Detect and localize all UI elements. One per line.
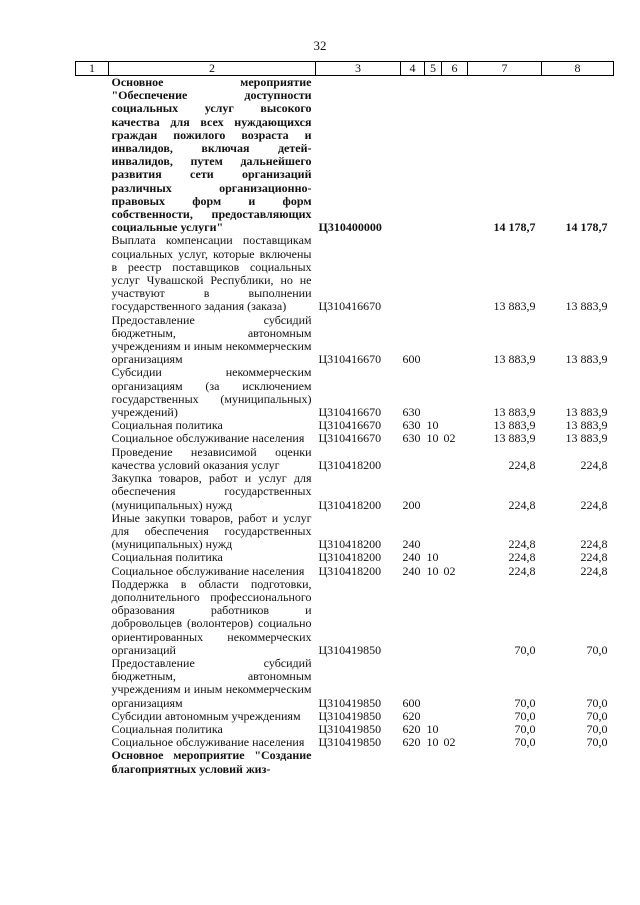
- amount-col7: 224,8: [508, 497, 536, 512]
- target-code: [316, 749, 401, 775]
- row-number-cell: [76, 710, 109, 723]
- row-name: Предоставление субсидий бюджетным, автономным учреждениям и иным некоммерческим организациям: [111, 655, 312, 710]
- expense-type: 240: [402, 563, 421, 578]
- amount-col8: 70,0: [586, 721, 608, 736]
- target-code: Ц310416670: [318, 405, 382, 420]
- expense-type: 600: [402, 352, 421, 367]
- section-code: [425, 657, 442, 710]
- row-number-cell: [76, 657, 109, 710]
- section-code: 10: [426, 735, 439, 750]
- amount-col7: 224,8: [508, 457, 536, 472]
- column-header: 3: [316, 62, 401, 76]
- target-code: Ц310400000: [318, 220, 382, 235]
- budget-table: [75, 61, 614, 776]
- row-name: Социальная политика: [111, 418, 223, 433]
- target-code: Ц310419850: [318, 642, 382, 657]
- table-row: [76, 749, 614, 775]
- amount-col7: 13 883,9: [493, 299, 536, 314]
- row-name: Социальное обслуживание населения: [111, 735, 305, 750]
- amount-col7: 13 883,9: [493, 418, 536, 433]
- amount-col8: 13 883,9: [565, 299, 608, 314]
- table-row: [76, 472, 614, 512]
- row-number-cell: [76, 446, 109, 472]
- subsection-code: [442, 512, 468, 552]
- table-row: [76, 551, 614, 564]
- section-code: [425, 76, 442, 235]
- amount-col8: 70,0: [586, 695, 608, 710]
- target-code: Ц310419850: [318, 708, 382, 723]
- amount-col7: 70,0: [514, 642, 536, 657]
- amount-col8: 13 883,9: [565, 431, 608, 446]
- row-name: Поддержка в области подготовки, дополнительного профессионального образования работников и добровольцев (волонтеров) социально ориентированных некоммерческих организаций: [111, 576, 312, 657]
- table-row: [76, 314, 614, 367]
- table-row: [76, 432, 614, 445]
- subsection-code: [442, 76, 468, 235]
- amount-col8: 70,0: [586, 642, 608, 657]
- subsection-code: [442, 657, 468, 710]
- row-number-cell: [76, 234, 109, 313]
- section-code: [425, 446, 442, 472]
- row-name: Основное мероприятие "Создание благоприятных условий жиз-: [111, 748, 312, 776]
- table-row: [76, 578, 614, 657]
- column-header: 4: [401, 62, 425, 76]
- row-number-cell: [76, 578, 109, 657]
- row-number-cell: [76, 723, 109, 736]
- target-code: Ц310416670: [318, 418, 382, 433]
- target-code: Ц310416670: [318, 352, 382, 367]
- column-header: 5: [425, 62, 442, 76]
- amount-col7: 13 883,9: [493, 405, 536, 420]
- row-name: Социальное обслуживание населения: [111, 563, 305, 578]
- column-header: 1: [76, 62, 109, 76]
- subsection-code: 02: [443, 431, 456, 446]
- amount-col7: 13 883,9: [493, 431, 536, 446]
- expense-type: 620: [402, 721, 421, 736]
- target-code: Ц310419850: [318, 735, 382, 750]
- row-number-cell: [76, 749, 109, 775]
- amount-col8: 14 178,7: [565, 220, 608, 235]
- row-number-cell: [76, 314, 109, 367]
- amount-col8: 70,0: [586, 735, 608, 750]
- expense-type: [401, 578, 425, 657]
- expense-type: 620: [402, 708, 421, 723]
- table-row: [76, 565, 614, 578]
- amount-col8: 224,8: [580, 497, 608, 512]
- section-code: 10: [426, 550, 439, 565]
- row-name: Основное мероприятие "Обеспечение доступности социальных услуг высокого качества для всех нуждающихся граждан пожилого возраста и инвалидов, включая детей-инвалидов, путем дальнейшего развития сети организаций различных организационно-правовых форм и форм собственности, предоставляющих социальные услуги": [111, 75, 312, 235]
- expense-type: 630: [402, 405, 421, 420]
- expense-type: 630: [402, 431, 421, 446]
- target-code: Ц310418200: [318, 457, 382, 472]
- expense-type: 240: [402, 537, 421, 552]
- section-code: [425, 749, 442, 775]
- row-number-cell: [76, 76, 109, 235]
- amount-col8: [542, 749, 614, 775]
- target-code: Ц310419850: [318, 721, 382, 736]
- row-name: Проведение независимой оценки качества условий оказания услуг: [111, 444, 312, 472]
- row-number-cell: [76, 432, 109, 445]
- row-name: Субсидии некоммерческим организациям (за исключением государственных (муниципальных) учреждений): [111, 365, 312, 420]
- amount-col8: 13 883,9: [565, 418, 608, 433]
- amount-col7: 224,8: [508, 550, 536, 565]
- row-name: Социальная политика: [111, 721, 223, 736]
- amount-col7: 70,0: [514, 708, 536, 723]
- row-number-cell: [76, 551, 109, 564]
- column-header: 6: [442, 62, 468, 76]
- row-name: Предоставление субсидий бюджетным, автономным учреждениям и иным некоммерческим организациям: [111, 312, 312, 367]
- row-number-cell: [76, 366, 109, 419]
- subsection-code: [442, 551, 468, 564]
- section-code: [425, 366, 442, 419]
- subsection-code: [442, 366, 468, 419]
- expense-type: 240: [402, 550, 421, 565]
- expense-type: 620: [402, 735, 421, 750]
- expense-type: [401, 446, 425, 472]
- target-code: Ц310416670: [318, 431, 382, 446]
- subsection-code: [442, 314, 468, 367]
- section-code: 10: [426, 418, 439, 433]
- row-number-cell: [76, 565, 109, 578]
- subsection-code: 02: [443, 563, 456, 578]
- section-code: [425, 710, 442, 723]
- section-code: [425, 512, 442, 552]
- expense-type: [401, 234, 425, 313]
- subsection-code: [442, 749, 468, 775]
- table-row: [76, 657, 614, 710]
- amount-col8: 224,8: [580, 550, 608, 565]
- amount-col7: 14 178,7: [493, 220, 536, 235]
- expense-type: [401, 76, 425, 235]
- section-code: 10: [426, 721, 439, 736]
- expense-type: 630: [402, 418, 421, 433]
- amount-col7: 13 883,9: [493, 352, 536, 367]
- column-header: 2: [109, 62, 316, 76]
- section-code: [425, 578, 442, 657]
- expense-type: 200: [402, 497, 421, 512]
- amount-col8: 224,8: [580, 457, 608, 472]
- table-row: [76, 512, 614, 552]
- subsection-code: [442, 446, 468, 472]
- target-code: Ц310416670: [318, 299, 382, 314]
- table-row: [76, 76, 614, 235]
- section-code: [425, 314, 442, 367]
- expense-type: [401, 749, 425, 775]
- column-header: 8: [542, 62, 614, 76]
- amount-col8: 13 883,9: [565, 352, 608, 367]
- row-name: Выплата компенсации поставщикам социальных услуг, которые включены в реестр поставщиков социальных услуг Чувашской Республики, но не участвуют в выполнении государственного задания (заказа): [111, 233, 312, 314]
- target-code: Ц310418200: [318, 497, 382, 512]
- amount-col8: 13 883,9: [565, 405, 608, 420]
- page-number: 32: [313, 38, 327, 53]
- row-number-cell: [76, 419, 109, 432]
- target-code: Ц310418200: [318, 550, 382, 565]
- column-header: 7: [468, 62, 542, 76]
- amount-col7: 70,0: [514, 721, 536, 736]
- row-name: Иные закупки товаров, работ и услуг для обеспечения государственных (муниципальных) нужд: [111, 510, 312, 552]
- table-row: [76, 446, 614, 472]
- amount-col8: 70,0: [586, 708, 608, 723]
- section-code: 10: [426, 431, 439, 446]
- subsection-code: [442, 472, 468, 512]
- row-name: Закупка товаров, работ и услуг для обеспечения государственных (муниципальных) нужд: [111, 471, 312, 512]
- row-number-cell: [76, 512, 109, 552]
- row-name: Социальная политика: [111, 550, 223, 565]
- subsection-code: [442, 710, 468, 723]
- row-name: Социальное обслуживание населения: [111, 431, 305, 446]
- subsection-code: 02: [443, 735, 456, 750]
- target-code: Ц310419850: [318, 695, 382, 710]
- section-code: [425, 472, 442, 512]
- table-row: [76, 234, 614, 313]
- target-code: Ц310418200: [318, 563, 382, 578]
- target-code: Ц310418200: [318, 537, 382, 552]
- amount-col7: [468, 749, 542, 775]
- amount-col7: 224,8: [508, 537, 536, 552]
- section-code: [425, 234, 442, 313]
- table-row: [76, 366, 614, 419]
- row-number-cell: [76, 736, 109, 749]
- header-row: [76, 62, 614, 76]
- section-code: 10: [426, 563, 439, 578]
- amount-col8: 224,8: [580, 563, 608, 578]
- table-row: [76, 710, 614, 723]
- row-name: Субсидии автономным учреждениям: [111, 708, 301, 723]
- subsection-code: [442, 234, 468, 313]
- amount-col7: 70,0: [514, 735, 536, 750]
- row-number-cell: [76, 472, 109, 512]
- amount-col7: 70,0: [514, 695, 536, 710]
- subsection-code: [442, 578, 468, 657]
- amount-col8: 224,8: [580, 537, 608, 552]
- amount-col7: 224,8: [508, 563, 536, 578]
- expense-type: 600: [402, 695, 421, 710]
